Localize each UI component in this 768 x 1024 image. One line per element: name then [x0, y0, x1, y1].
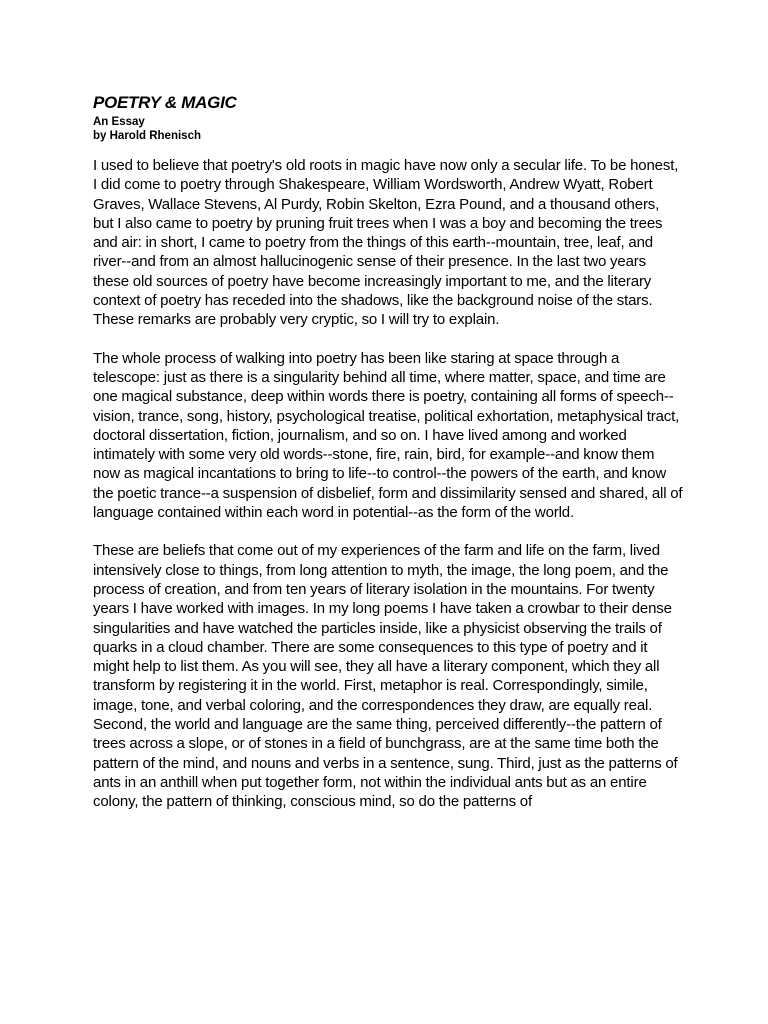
document-page: [93, 93, 683, 812]
document-subtitle: An Essay: [93, 116, 145, 128]
paragraph-2: The whole process of walking into poetry has been like staring at space through a telescope: just as there is a singularity behind all time, where matter, space, and time are one magical substance, deep within words there is poetry, containing all forms of speech--vision, trance, song, history, psychological treatise, political exhortation, metaphysical tract, doctoral dissertation, fiction, journalism, and so on. I have lived among and worked intimately with some very old words--stone, fire, rain, bird, for example--and know them now as magical incantations to bring to life--to control--the powers of the earth, and know the poetic trance--a suspension of disbelief, form and dissimilarity sensed and shared, all of language contained within each word in potential--as the form of the world.: [93, 349, 683, 522]
paragraph-3: These are beliefs that come out of my experiences of the farm and life on the farm, lived intensively close to things, from long attention to myth, the image, the long poem, and the process of creation, and from ten years of literary isolation in the mountains. For twenty years I have worked with images. In my long poems I have taken a crowbar to their dense singularities and have watched the particles inside, like a physicist observing the trails of quarks in a cloud chamber. There are some consequences to this type of poetry and it might help to list them. As you will see, they all have a literary component, which they all transform by registering it in the world. First, metaphor is real. Correspondingly, simile, image, tone, and verbal coloring, and the correspondences they draw, are equally real. Second, the world and language are the same thing, perceived differently--the pattern of trees across a slope, or of stones in a field of bunchgrass, are at the same time both the pattern of the mind, and nouns and verbs in a sentence, sung. Third, just as the patterns of ants in an anthill when put together form, not within the individual ants but as an entire colony, the pattern of thinking, conscious mind, so do the patterns of: [93, 542, 678, 811]
paragraph-1: I used to believe that poetry's old roots in magic have now only a secular life. To be honest, I did come to poetry through Shakespeare, William Wordsworth, Andrew Wyatt, Robert Graves, Wallace Stevens, Al Purdy, Robin Skelton, Ezra Pound, and a thousand others, but I also came to poetry by pruning fruit trees when I was a boy and becoming the trees and air: in short, I came to poetry from the things of this earth--mountain, tree, leaf, and river--and from an almost hallucinogenic sense of their presence. In the last two years these old sources of poetry have become increasingly important to me, and the literary context of poetry has receded into the shadows, like the background noise of the stars. These remarks are probably very cryptic, so I will try to explain.: [93, 157, 679, 329]
document-author: by Harold Rhenisch: [93, 130, 201, 142]
document-title: POETRY & MAGIC: [93, 93, 237, 112]
